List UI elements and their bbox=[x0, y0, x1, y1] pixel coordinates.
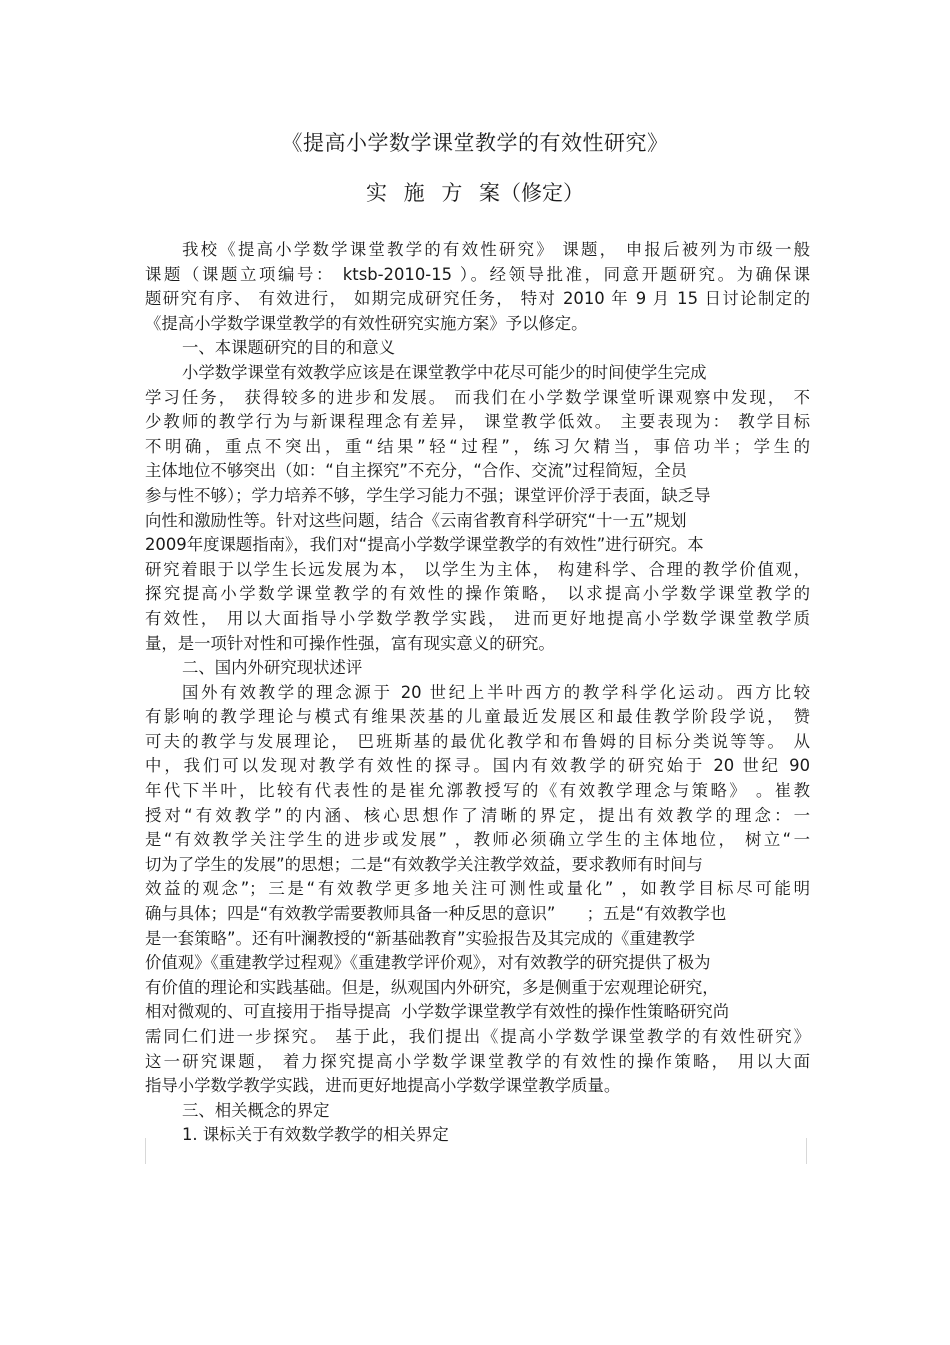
text-line: 量，是一项针对性和可操作性强，富有现实意义的研究。 bbox=[145, 633, 555, 653]
text-line: 1. 课标关于有效数学教学的相关界定 bbox=[182, 1125, 449, 1145]
text-line: 2009年度课题指南》，我们对“提高小学数学课堂教学的有效性”进行研究。本 bbox=[145, 535, 704, 555]
text-line: 学习任务， 获得较多的进步和发展。 而我们在小学数学课堂听课观察中发现， 不 bbox=[145, 387, 810, 407]
text-line: 中，我们可以发现对教学有效性的探寻。国内有效教学的研究始于 20 世纪 90 bbox=[145, 756, 810, 776]
text-line: 主体地位不够突出（如：“自主探究”不充分，“合作、交流”过程简短，全员 bbox=[145, 461, 688, 481]
text-line: 有效性， 用以大面指导小学数学教学实践， 进而更好地提高小学数学课堂教学质 bbox=[145, 608, 810, 628]
text-line: 参与性不够）；学力培养不够，学生学习能力不强；课堂评价浮于表面，缺乏导 bbox=[145, 485, 711, 505]
text-line: 授对“有效教学”的内涵、核心思想作了清晰的界定，提出有效教学的理念：一 bbox=[145, 805, 810, 825]
text-line: 确与具体；四是“有效教学需要教师具备一种反思的意识” ；五是“有效教学也 bbox=[145, 904, 727, 924]
text-line: 需同仁们进一步探究。 基于此，我们提出《提高小学数学课堂教学的有效性研究》 bbox=[145, 1027, 810, 1046]
text-line: 探究提高小学数学课堂教学的有效性的操作策略， 以求提高小学数学课堂教学的 bbox=[145, 584, 810, 604]
text-line: 研究着眼于以学生长远发展为本， 以学生为主体， 构建科学、合理的教学价值观， bbox=[145, 559, 810, 579]
document-body bbox=[145, 238, 810, 1148]
subtitle-part: 施 bbox=[403, 181, 425, 205]
text-line: 相对微观的、可直接用于指导提高 小学数学课堂教学有效性的操作性策略研究尚 bbox=[145, 1002, 730, 1022]
subtitle-part: 方 bbox=[441, 181, 463, 205]
text-line: 二、国内外研究现状述评 bbox=[182, 658, 363, 678]
text-line: 三、相关概念的界定 bbox=[182, 1100, 330, 1120]
document-title: 《提高小学数学课堂教学的有效性研究》 bbox=[281, 131, 669, 155]
text-line: 有影响的教学理论与模式有维果茨基的儿童最近发展区和最佳教学阶段学说， 赞 bbox=[145, 707, 810, 727]
frame-edge-right bbox=[806, 1138, 807, 1164]
text-line: 这一研究课题， 着力探究提高小学数学课堂教学的有效性的操作策略， 用以大面 bbox=[145, 1051, 810, 1071]
text-line: 是“有效教学关注学生的进步或发展” ，教师必须确立学生的主体地位， 树立“一 bbox=[145, 830, 810, 850]
document-subtitle bbox=[0, 178, 950, 208]
text-line: 价值观》《重建教学过程观》《重建教学评价观》，对有效教学的研究提供了极为 bbox=[145, 953, 711, 973]
text-line: 小学数学课堂有效教学应该是在课堂教学中花尽可能少的时间使学生完成 bbox=[182, 362, 707, 382]
text-line: 少教师的教学行为与新课程理念有差异， 课堂教学低效。 主要表现为： 教学目标 bbox=[145, 412, 810, 432]
text-line: 我校《提高小学数学课堂教学的有效性研究》 课题， 申报后被列为市级一般 bbox=[182, 240, 810, 259]
text-line: 指导小学数学教学实践，进而更好地提高小学数学课堂教学质量。 bbox=[145, 1076, 621, 1096]
text-line: 题研究有序、 有效进行， 如期完成研究任务， 特对 2010 年 9 月 15 日讨论制定的 bbox=[145, 289, 810, 309]
subtitle-part: 实 bbox=[365, 181, 387, 205]
text-line: 切为了学生的发展”的思想；二是“有效教学关注教学效益，要求教师有时间与 bbox=[145, 854, 703, 874]
text-line: 是一套策略”。还有叶澜教授的“新基础教育”实验报告及其完成的《重建教学 bbox=[145, 928, 695, 948]
text-line: 效益的观念”；三是“有效教学更多地关注可测性或量化” ，如教学目标尽可能明 bbox=[145, 879, 810, 899]
text-line: 有价值的理论和实践基础。但是，纵观国内外研究，多是侧重于宏观理论研究， bbox=[145, 977, 719, 997]
text-line: 《提高小学数学课堂教学的有效性研究实施方案》予以修定。 bbox=[145, 313, 588, 333]
subtitle-part: 案（修定） bbox=[479, 181, 585, 205]
text-line: 可夫的教学与发展理论， 巴班斯基的最优化教学和布鲁姆的目标分类说等等。 从 bbox=[145, 731, 810, 751]
text-line: 年代下半叶，比较有代表性的是崔允漷教授写的《有效教学理念与策略》 。崔教 bbox=[145, 781, 810, 801]
text-line: 不明确，重点不突出，重“结果”轻“过程”，练习欠精当，事倍功半；学生的 bbox=[145, 436, 810, 456]
text-line: 国外有效教学的理念源于 20 世纪上半叶西方的教学科学化运动。西方比较 bbox=[182, 682, 810, 702]
frame-edge-left bbox=[145, 1138, 146, 1164]
text-line: 向性和激励性等。针对这些问题，结合《云南省教育科学研究“十一五”规划 bbox=[145, 510, 687, 530]
text-line: 一、本课题研究的目的和意义 bbox=[182, 338, 396, 358]
text-line: 课题（课题立项编号： ktsb-2010-15 ）。经领导批准，同意开题研究。为确保课 bbox=[145, 264, 810, 284]
